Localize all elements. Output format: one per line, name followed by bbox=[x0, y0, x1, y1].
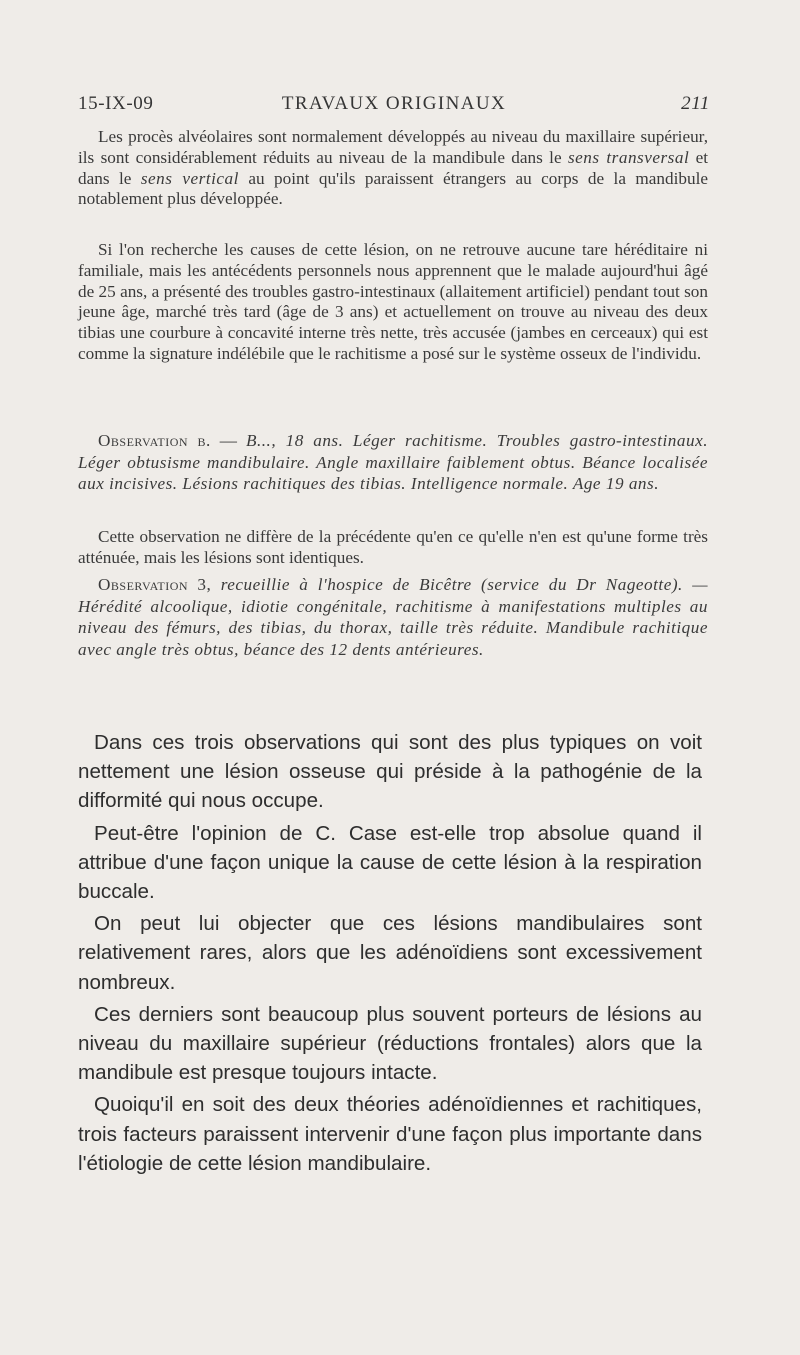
conclusion-section bbox=[78, 728, 702, 1181]
paragraph-text: Cette observation ne diffère de la précédente qu'en ce qu'elle n'en est qu'une forme très atténuée, mais les lésions sont identiques. bbox=[78, 527, 708, 567]
emphasis-sens-vertical: sens vertical bbox=[140, 168, 239, 188]
observation-label: Observation 3, bbox=[98, 575, 212, 594]
observation-text: B..., 18 ans. Léger rachitisme. Troubles gastro-intestinaux. Léger obtusisme mandibulaire. Angle maxillaire faiblement obtus. Béance localisée aux incisives. Lésions rachitiques des tibias. Intelligence normale. Age 19 ans. bbox=[78, 431, 708, 493]
page-number: 211 bbox=[681, 93, 710, 114]
paragraph-text: Les procès alvéolaires sont normalement développés au niveau du maxillaire supérieur, ils sont considérablement réduits au niveau de la mandibule dans le bbox=[78, 127, 708, 167]
paragraph-text: Dans ces trois observations qui sont des plus typiques on voit nettement une lésion osseuse qui préside à la pathogénie de la difformité qui nous occupe. bbox=[78, 731, 702, 813]
header-date: 15-IX-09 bbox=[78, 93, 154, 114]
observation-dash: — bbox=[210, 431, 246, 450]
paragraph-text: Quoiqu'il en soit des deux théories adénoïdiennes et rachitiques, trois facteurs paraissent intervenir d'une façon plus importante dans l'étiologie de cette lésion mandibulaire. bbox=[78, 1093, 702, 1175]
header-title: TRAVAUX ORIGINAUX bbox=[281, 93, 507, 114]
paragraph-text: Peut-être l'opinion de C. Case est-elle trop absolue quand il attribue d'une façon unique la cause de cette lésion à la respiration buccale. bbox=[78, 821, 702, 904]
emphasis-sens-transversal: sens transversal bbox=[567, 147, 690, 167]
observation-text: recueillie à l'hospice de Bicêtre (service du Dr Nageotte). — Hérédité alcoolique, idiotie congénitale, rachitisme à manifestations multiples au niveau des fémurs, des tibias, du thorax, taille très réduite. Mandibule rachitique avec angle très obtus, béance des 12 dents antérieures. bbox=[78, 575, 708, 659]
observation-3 bbox=[78, 574, 708, 660]
paragraph-alveolar-processes bbox=[78, 127, 708, 210]
paragraph-text: au point qu'ils paraissent étrangers au corps de la mandibule notablement plus développée. bbox=[78, 168, 708, 209]
paragraph-text: Ces derniers sont beaucoup plus souvent porteurs de lésions au niveau du maxillaire supérieur (réductions frontales) alors que la mandibule est presque toujours intacte. bbox=[78, 1002, 702, 1085]
running-header bbox=[78, 93, 710, 119]
paragraph-text: On peut lui objecter que ces lésions mandibulaires sont relativement rares, alors que les adénoïdiens sont excessivement nombreux. bbox=[78, 912, 702, 994]
paragraph-text: Si l'on recherche les causes de cette lésion, on ne retrouve aucune tare héréditaire ni familiale, mais les antécédents personnels nous apprennent que le malade aujourd'hui âgé de 25 ans, a présenté des troubles gastro-intestinaux (allaitement artificiel) pendant tout son jeune âge, marché très tard (âge de 3 ans) et actuellement on trouve au niveau des deux tibias une courbure à concavité interne très nette, très accusée (jambes en cerceaux) qui est comme la signature indélébile que le rachitisme a posé sur le système osseux de l'individu. bbox=[78, 240, 708, 363]
paragraph-text: et dans le bbox=[78, 147, 709, 188]
observation-beta bbox=[78, 430, 708, 495]
observation-label: Observation β. bbox=[98, 431, 211, 450]
observation-beta-comment bbox=[78, 527, 708, 569]
paragraph-causes bbox=[78, 240, 708, 365]
